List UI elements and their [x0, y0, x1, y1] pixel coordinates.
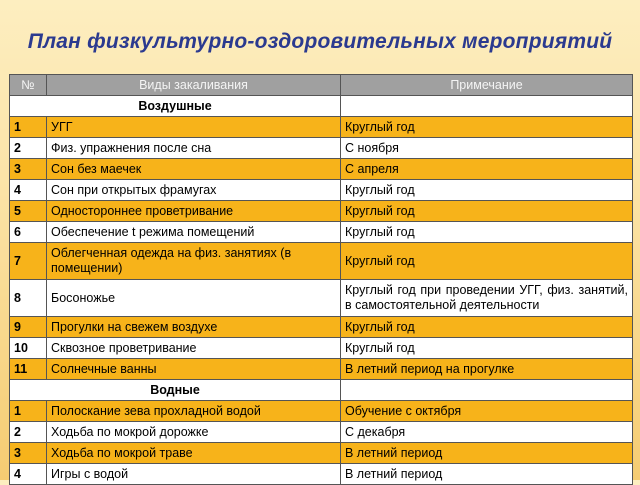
header-num: № — [10, 75, 47, 96]
row-number: 4 — [10, 180, 47, 201]
section-label: Водные — [10, 380, 341, 401]
table-row — [10, 359, 633, 380]
row-number: 4 — [10, 464, 47, 485]
row-kind: Облегченная одежда на физ. занятиях (в помещении) — [47, 243, 341, 280]
row-note: Круглый год — [341, 243, 633, 280]
table-row — [10, 243, 633, 280]
row-note: Круглый год — [341, 317, 633, 338]
row-note: Круглый год — [341, 201, 633, 222]
table-row — [10, 180, 633, 201]
section-row — [10, 380, 633, 401]
table-row — [10, 117, 633, 138]
row-note: Круглый год — [341, 222, 633, 243]
row-kind: Ходьба по мокрой траве — [47, 443, 341, 464]
page-title: План физкультурно-оздоровительных мероприятий — [27, 30, 613, 53]
row-kind: Сквозное проветривание — [47, 338, 341, 359]
table-row — [10, 159, 633, 180]
row-note: Круглый год — [341, 117, 633, 138]
row-number: 11 — [10, 359, 47, 380]
row-note: С апреля — [341, 159, 633, 180]
section-note-empty — [341, 380, 633, 401]
row-kind: Обеспечение t режима помещений — [47, 222, 341, 243]
section-row — [10, 96, 633, 117]
table-row — [10, 443, 633, 464]
row-kind: Сон без маечек — [47, 159, 341, 180]
row-note: Обучение с октября — [341, 401, 633, 422]
table-row — [10, 201, 633, 222]
header-note: Примечание — [341, 75, 633, 96]
row-kind: Ходьба по мокрой дорожке — [47, 422, 341, 443]
section-label: Воздушные — [10, 96, 341, 117]
row-kind: Сон при открытых фрамугах — [47, 180, 341, 201]
row-kind: Полоскание зева прохладной водой — [47, 401, 341, 422]
row-kind: Босоножье — [47, 280, 341, 317]
row-number: 5 — [10, 201, 47, 222]
row-number: 6 — [10, 222, 47, 243]
table-body — [10, 96, 633, 485]
row-number: 2 — [10, 422, 47, 443]
header-kind: Виды закаливания — [47, 75, 341, 96]
row-number: 2 — [10, 138, 47, 159]
row-kind: УГГ — [47, 117, 341, 138]
row-number: 3 — [10, 159, 47, 180]
row-number: 3 — [10, 443, 47, 464]
table-row — [10, 464, 633, 485]
row-kind: Прогулки на свежем воздухе — [47, 317, 341, 338]
row-number: 10 — [10, 338, 47, 359]
section-note-empty — [341, 96, 633, 117]
table-row — [10, 222, 633, 243]
table-row — [10, 401, 633, 422]
row-note: В летний период — [341, 443, 633, 464]
row-kind: Одностороннее проветривание — [47, 201, 341, 222]
row-note: Круглый год при проведении УГГ, физ. занятий, в самостоятельной деятельности — [341, 280, 633, 317]
row-note: С декабря — [341, 422, 633, 443]
row-note: В летний период — [341, 464, 633, 485]
table-header-row — [10, 75, 633, 96]
table-row — [10, 338, 633, 359]
row-number: 1 — [10, 401, 47, 422]
row-note: Круглый год — [341, 338, 633, 359]
row-note: В летний период на прогулке — [341, 359, 633, 380]
table-row — [10, 317, 633, 338]
hardening-plan-table — [9, 74, 633, 485]
row-note: С ноября — [341, 138, 633, 159]
table-row — [10, 138, 633, 159]
row-number: 7 — [10, 243, 47, 280]
table-row — [10, 422, 633, 443]
row-number: 1 — [10, 117, 47, 138]
row-kind: Физ. упражнения после сна — [47, 138, 341, 159]
row-number: 8 — [10, 280, 47, 317]
row-kind: Игры с водой — [47, 464, 341, 485]
row-number: 9 — [10, 317, 47, 338]
table-row — [10, 280, 633, 317]
row-kind: Солнечные ванны — [47, 359, 341, 380]
row-note: Круглый год — [341, 180, 633, 201]
